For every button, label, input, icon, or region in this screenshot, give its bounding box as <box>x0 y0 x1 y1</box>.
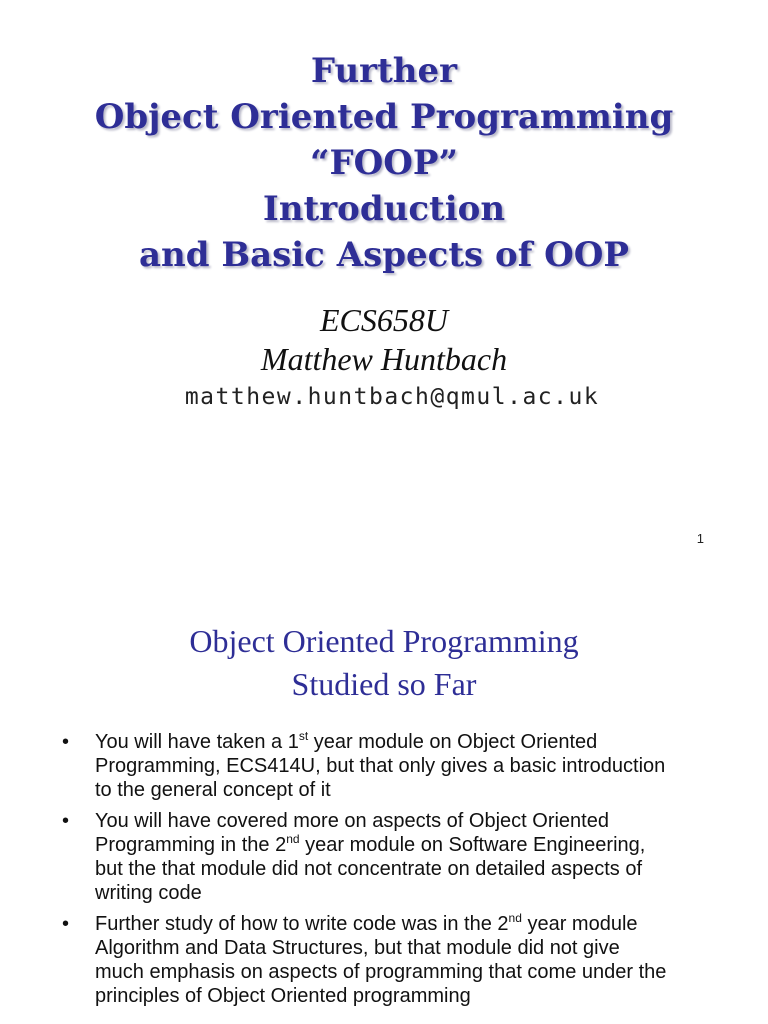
bullet-icon: • <box>62 913 70 935</box>
list-item <box>62 912 742 1008</box>
bullet-text-line: You will have covered more on aspects of Object Oriented <box>95 810 609 832</box>
bullet-list <box>62 730 742 1015</box>
title-line-introduction: Introduction <box>262 189 506 229</box>
title-line-oop: Object Oriented Programming <box>94 97 674 137</box>
bullet-text-line: Programming in the 2nd year module on Software Engineering, <box>95 832 646 856</box>
ordinal-suffix: nd <box>508 911 522 925</box>
bullet-text-line: Further study of how to write code was in the 2nd year module <box>95 911 638 935</box>
author-email: matthew.huntbach@qmul.ac.uk <box>184 384 600 410</box>
bullet-text-line: principles of Object Oriented programming <box>95 985 471 1007</box>
page-number: 1 <box>696 531 704 546</box>
bullet-icon: • <box>62 810 70 832</box>
bullet-text-line: Algorithm and Data Structures, but that module did not give <box>95 937 620 959</box>
ordinal-suffix: nd <box>286 832 300 846</box>
list-item <box>62 809 742 905</box>
bullet-text-line: to the general concept of it <box>95 779 331 801</box>
list-item <box>62 730 742 802</box>
bullet-text-line: but the that module did not concentrate on detailed aspects of <box>95 858 643 880</box>
slide-title <box>0 48 768 278</box>
title-line-further: Further <box>310 51 458 91</box>
heading-line-2: Studied so Far <box>291 666 477 702</box>
bullet-text-line: You will have taken a 1st year module on Object Oriented <box>95 729 598 753</box>
content-slide <box>0 600 768 1024</box>
title-line-foop: “FOOP” <box>309 143 459 183</box>
bullet-text-line: writing code <box>95 882 202 904</box>
ordinal-suffix: st <box>298 729 309 743</box>
heading-line-1: Object Oriented Programming <box>189 623 579 659</box>
bullet-icon: • <box>62 731 70 753</box>
bullet-text-line: Programming, ECS414U, but that only gives a basic introduction <box>95 755 666 777</box>
bullet-text-line: much emphasis on aspects of programming that come under the <box>95 961 667 983</box>
title-line-basic-aspects: and Basic Aspects of OOP <box>139 235 629 275</box>
course-code: ECS658U <box>320 302 448 338</box>
author-name: Matthew Huntbach <box>260 341 508 377</box>
slide-heading <box>0 620 768 706</box>
